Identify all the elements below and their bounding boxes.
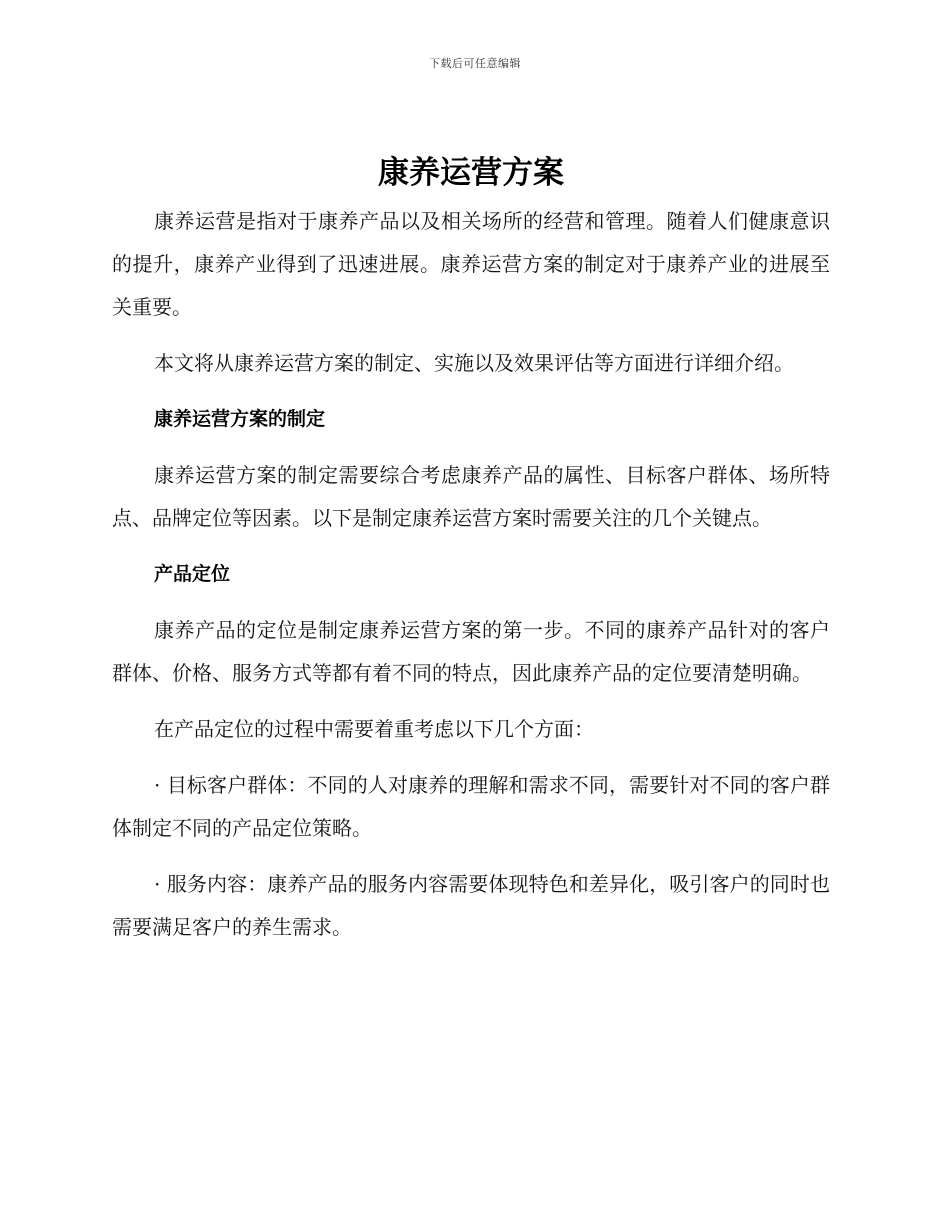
section-heading-plan-formulation: 康养运营方案的制定 xyxy=(154,408,326,430)
section-heading-product-positioning: 产品定位 xyxy=(154,563,231,585)
bullet-service-content: · 服务内容：康养产品的服务内容需要体现特色和差异化，吸引客户的同时也需要满足客户的养生需求。 xyxy=(112,872,830,939)
paragraph-positioning-aspects-intro: 在产品定位的过程中需要着重考虑以下几个方面： xyxy=(154,717,594,741)
header-note: 下载后可任意编辑 xyxy=(429,57,521,70)
document-title: 康养运营方案 xyxy=(378,155,564,191)
paragraph-product-positioning: 康养产品的定位是制定康养运营方案的第一步。不同的康养产品针对的客户群体、价格、服务方式等都有着不同的特点，因此康养产品的定位要清楚明确。 xyxy=(112,618,830,685)
bullet-target-customers: · 目标客户群体：不同的人对康养的理解和需求不同，需要针对不同的客户群体制定不同的产品定位策略。 xyxy=(112,773,830,840)
paragraph-intro-1: 康养运营是指对于康养产品以及相关场所的经营和管理。随着人们健康意识的提升，康养产业得到了迅速进展。康养运营方案的制定对于康养产业的进展至关重要。 xyxy=(112,209,830,319)
document-body xyxy=(112,148,830,962)
paragraph-intro-2: 本文将从康养运营方案的制定、实施以及效果评估等方面进行详细介绍。 xyxy=(154,351,794,375)
paragraph-plan-formulation: 康养运营方案的制定需要综合考虑康养产品的属性、目标客户群体、场所特点、品牌定位等因素。以下是制定康养运营方案时需要关注的几个关键点。 xyxy=(112,463,830,530)
